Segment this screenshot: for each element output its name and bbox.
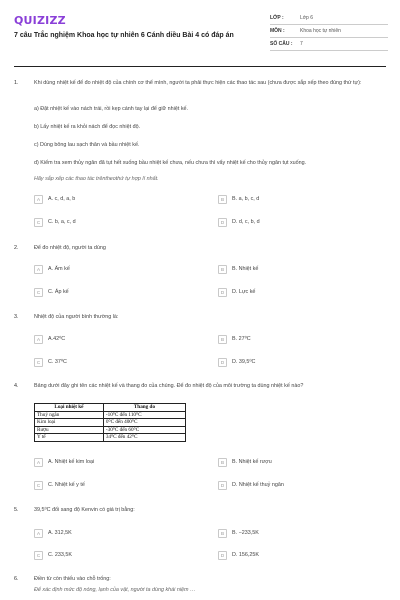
table-cell: Thuỷ ngân [35,411,104,419]
meta-row-grade [270,12,388,25]
meta-key: LỚP : [270,15,284,21]
table-cell: -10⁰C đến 110⁰C [103,411,185,419]
option-b[interactable] [218,457,388,467]
option-a[interactable] [34,264,204,274]
question-text: Bảng dưới đây ghi tên các nhiệt kế và thang đo của chúng. Để đo nhiệt độ của môi trường ta dùng nhiệt kế nào? [34,383,304,389]
option-b[interactable] [218,264,388,274]
meta-key: SỐ CÂU : [270,41,293,47]
meta-box [270,12,388,51]
table-header: Loại nhiệt kế [35,404,104,412]
meta-value: 7 [300,41,303,47]
option-letter-box: B [218,335,227,344]
question-3 [14,314,386,370]
question-number: 2. [14,245,19,251]
question-1 [14,80,386,238]
statement-c: c) Dùng bông lau sạch thân và bầu nhiệt kế. [34,142,140,148]
option-b[interactable] [218,528,388,538]
option-text: A. Nhiệt kế kim loại [48,459,95,465]
question-text: Khi dùng nhiệt kế để đo nhiệt độ của chính cơ thể mình, người ta phải thực hiện các thao tác sau (chưa được sắp xếp theo đúng thứ tự): [34,80,362,86]
question-6 [14,576,386,600]
option-text: C. b, a, c, d [48,219,76,225]
option-letter-box: C [34,551,43,560]
option-text: C. 233,5K [48,552,72,558]
option-text: A.42⁰C [48,336,66,342]
question-text: Nhiệt độ của người bình thường là: [34,314,119,320]
question-text: 39,5⁰C đổi sang độ Kenvin có giá trị bằng: [34,507,135,513]
table-row [35,434,186,442]
option-text: B. 27⁰C [232,336,251,342]
meta-row-subject [270,25,388,38]
question-number: 5. [14,507,19,513]
option-c[interactable] [34,217,204,227]
option-text: A. c, d, a, b [48,196,76,202]
option-letter-box: C [34,288,43,297]
option-letter-box: D [218,218,227,227]
option-text: D. 156,25K [232,552,259,558]
option-text: D. 39,5⁰C [232,359,256,365]
question-2 [14,245,386,301]
question-text: Điền từ còn thiếu vào chỗ trống: [34,576,111,582]
document-title: 7 câu Trắc nghiệm Khoa học tự nhiên 6 Cánh diều Bài 4 có đáp án [14,32,234,39]
question-number: 6. [14,576,19,582]
table-cell: Y tế [35,434,104,442]
question-number: 4. [14,383,19,389]
table-cell: Rượu [35,426,104,434]
option-a[interactable] [34,457,204,467]
question-number: 3. [14,314,19,320]
option-c[interactable] [34,480,204,490]
statement-a: a) Đặt nhiệt kế vào nách trái, rồi kẹp cánh tay lại để giữ nhiệt kế. [34,106,189,112]
option-text: A. Ẩm kế [48,266,70,272]
option-text: C. Áp kế [48,289,69,295]
option-letter-box: C [34,218,43,227]
option-letter-box: C [34,481,43,490]
option-text: D. d, c, b, d [232,219,260,225]
option-d[interactable] [218,287,388,297]
table-header: Thang đo [103,404,185,412]
option-c[interactable] [34,287,204,297]
option-b[interactable] [218,194,388,204]
meta-key: MÔN : [270,28,285,34]
question-4 [14,383,386,493]
table-cell: 0⁰C đến 400⁰C [103,419,185,427]
option-letter-box: B [218,458,227,467]
meta-value: Lớp 6 [300,15,314,21]
option-letter-box: B [218,195,227,204]
question-5 [14,507,386,563]
meta-row-count [270,38,388,51]
option-letter-box: B [218,265,227,274]
table-cell: 34⁰C đến 42⁰C [103,434,185,442]
option-letter-box: A [34,458,43,467]
statement-b: b) Lấy nhiệt kế ra khỏi nách để đọc nhiệt độ. [34,124,141,130]
option-text: B. a, b, c, d [232,196,260,202]
quizizz-logo: QUIZIZZ [14,14,66,27]
statement-d: d) Kiểm tra xem thủy ngân đã tụt hết xuống bầu nhiệt kế chưa, nếu chưa thì vẩy nhiệt kế cho thủy ngân tụt xuống. [34,160,307,166]
table-row [35,419,186,427]
option-b[interactable] [218,334,388,344]
option-text: D. Lực kế [232,289,256,295]
option-d[interactable] [218,550,388,560]
option-letter-box: D [218,551,227,560]
option-a[interactable] [34,334,204,344]
option-d[interactable] [218,480,388,490]
option-c[interactable] [34,550,204,560]
question-number: 1. [14,80,19,86]
option-letter-box: C [34,358,43,367]
table-row [35,426,186,434]
option-c[interactable] [34,357,204,367]
question-hint: Để xác định mức độ nóng, lạnh của vật, người ta dùng khái niệm … [34,587,196,593]
option-text: A. 312,5K [48,530,72,536]
option-text: B. Nhiệt kế rượu [232,459,272,465]
option-text: B. Nhiệt kế [232,266,259,272]
option-letter-box: D [218,481,227,490]
option-letter-box: D [218,358,227,367]
option-text: C. Nhiệt kế y tế [48,482,85,488]
thermometer-table [34,403,186,442]
table-row [35,411,186,419]
option-d[interactable] [218,357,388,367]
option-letter-box: D [218,288,227,297]
option-d[interactable] [218,217,388,227]
meta-value: Khoa học tự nhiên [300,28,341,34]
option-letter-box: A [34,529,43,538]
option-letter-box: A [34,265,43,274]
option-letter-box: B [218,529,227,538]
table-cell: -30⁰C đến 60⁰C [103,426,185,434]
option-text: C. 37⁰C [48,359,67,365]
question-hint: Hãy sắp xếp các thao tác trênthеothứ tự hợp lí nhất. [34,176,159,182]
table-header-row [35,404,186,412]
option-letter-box: A [34,195,43,204]
option-a[interactable] [34,528,204,538]
option-text: B. −233,5K [232,530,259,536]
question-text: Để đo nhiệt độ, người ta dùng [34,245,106,251]
option-letter-box: A [34,335,43,344]
option-a[interactable] [34,194,204,204]
header-divider [14,66,386,67]
table-cell: Kim loại [35,419,104,427]
option-text: D. Nhiệt kế thuỷ ngân [232,482,284,488]
